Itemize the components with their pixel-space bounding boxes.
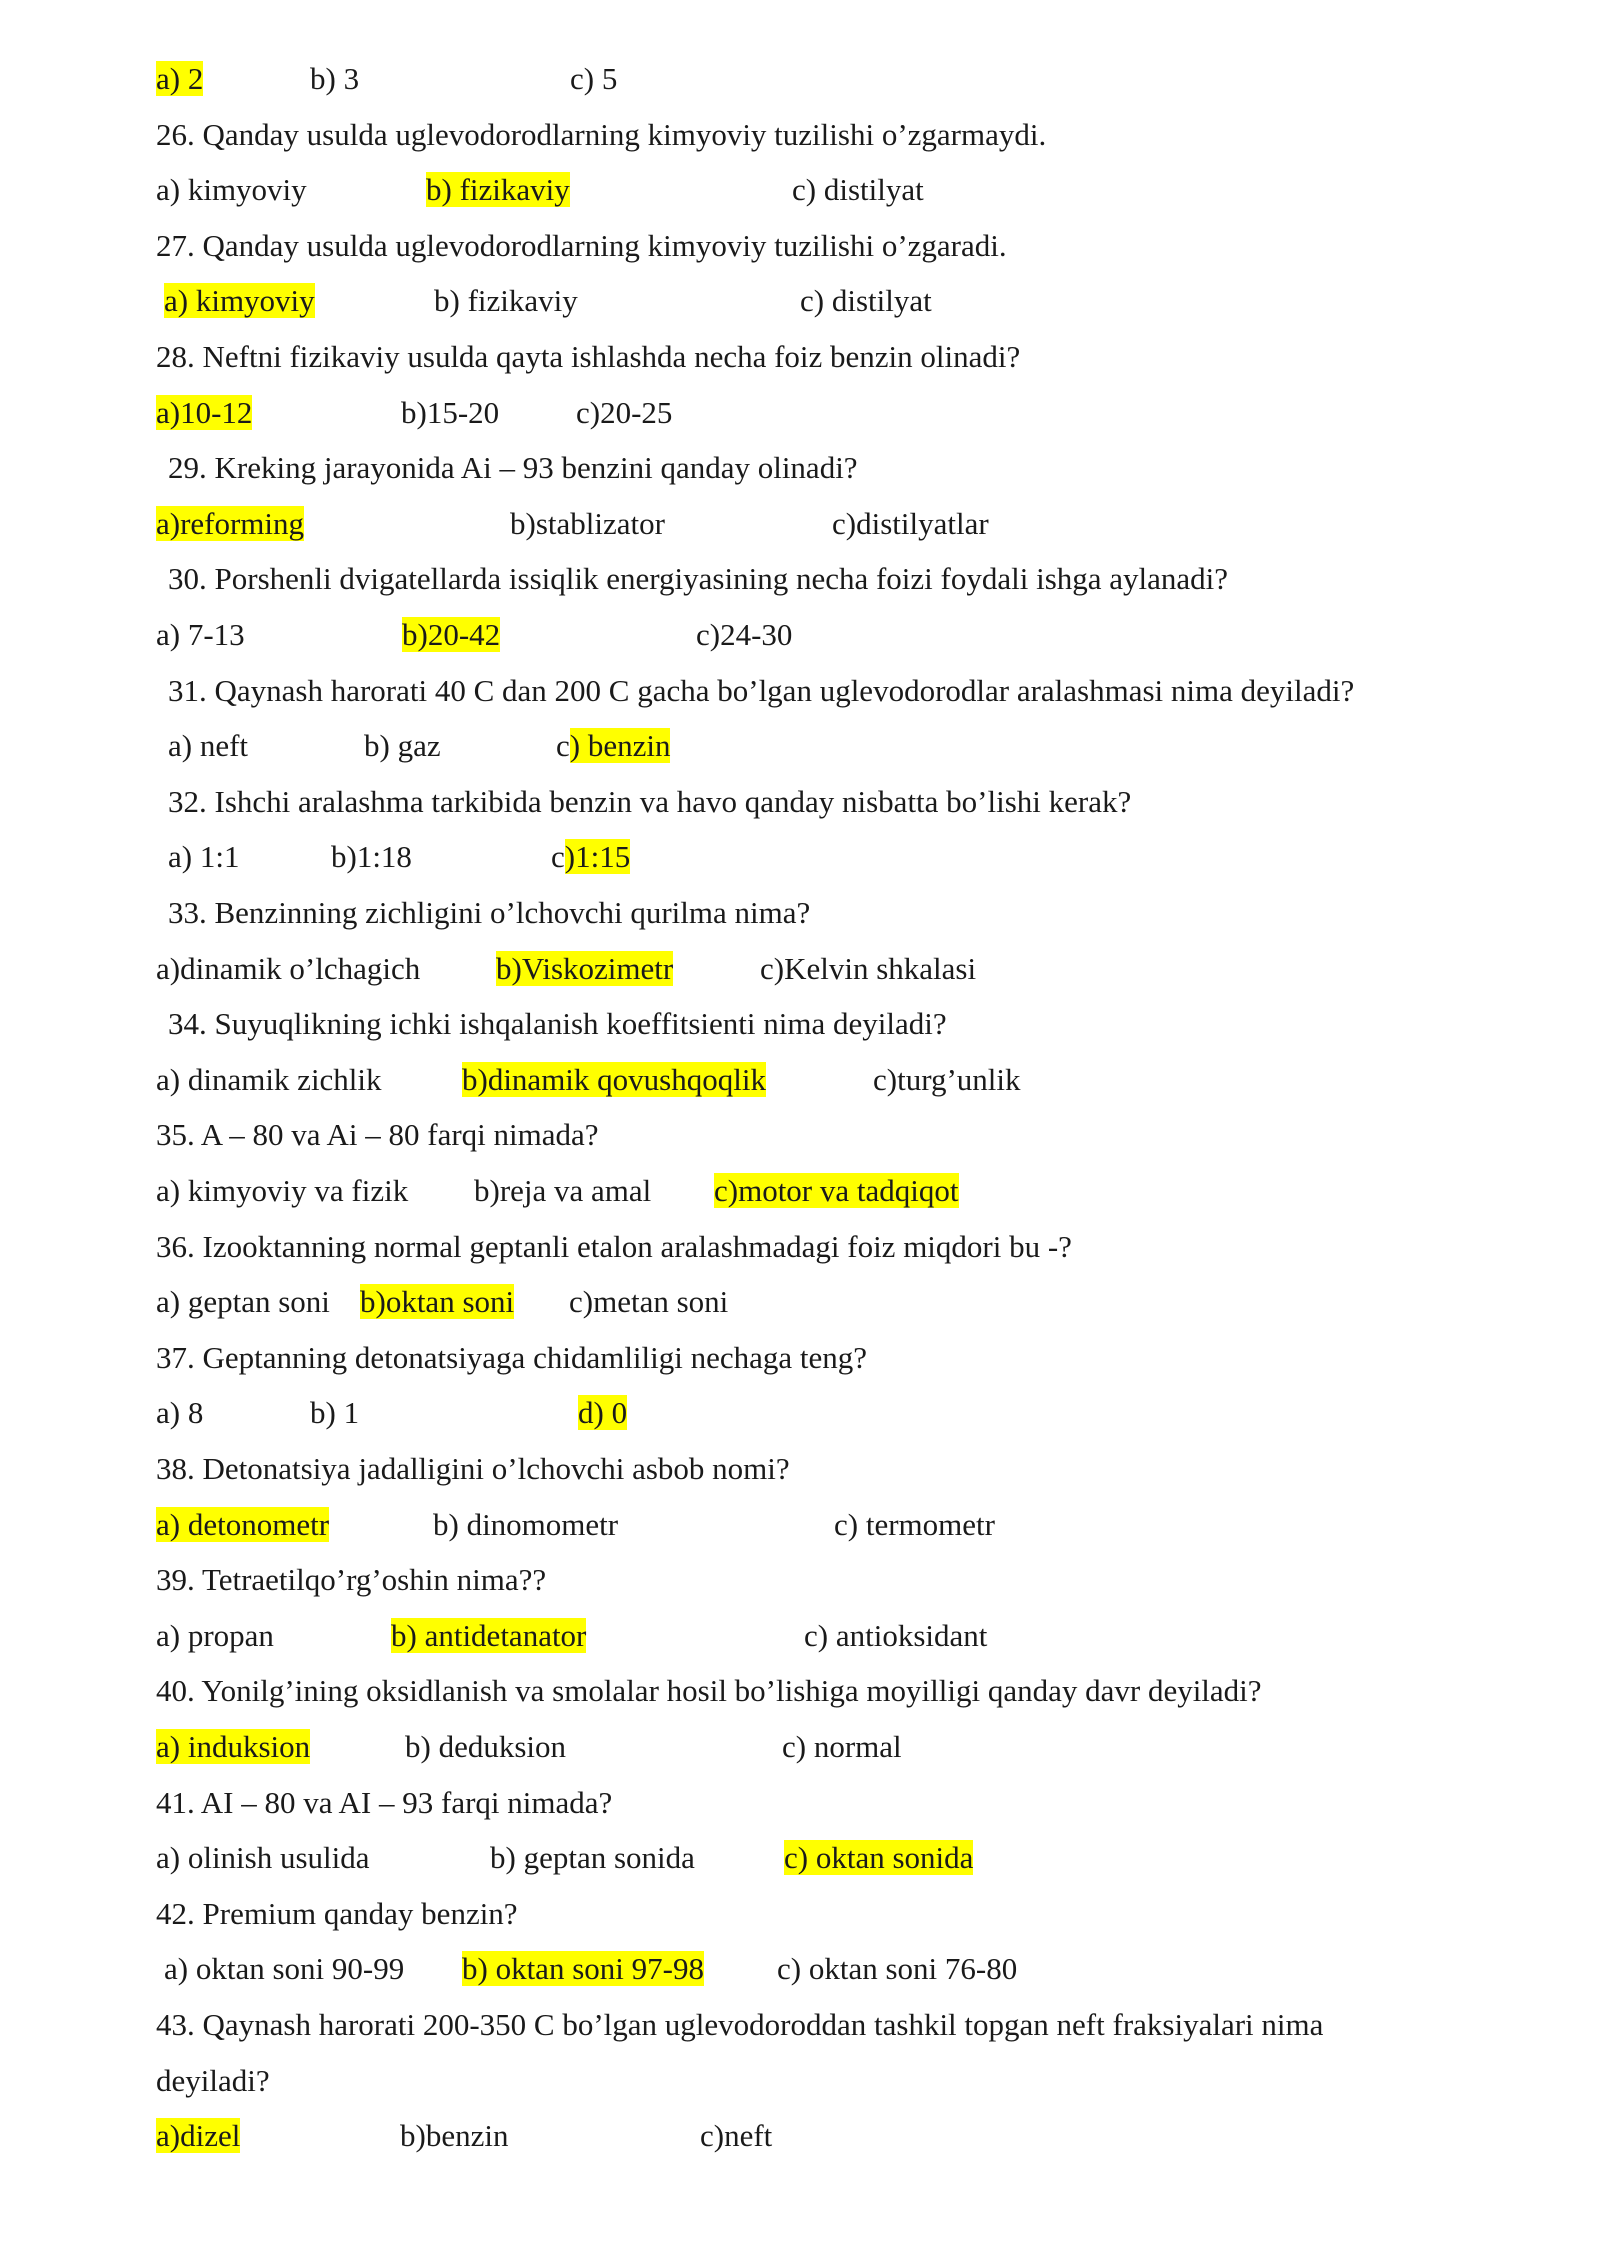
question-text: 34. Suyuqlikning ichki ishqalanish koeffitsienti nima deyiladi?	[168, 1006, 947, 1042]
answer-option	[873, 1058, 1021, 1102]
option-text: c) termometr	[834, 1506, 995, 1542]
answer-option-correct	[156, 1503, 329, 1547]
option-text: a) induksion	[156, 1729, 311, 1764]
answer-option-correct	[462, 1058, 766, 1102]
answer-option	[800, 279, 932, 323]
answer-option	[164, 1947, 404, 1991]
option-text: a) dinamik zichlik	[156, 1061, 382, 1097]
question-text: 28. Neftni fizikaviy usulda qayta ishlashda necha foiz benzin olinadi?	[156, 339, 1021, 374]
option-text: a) 7-13	[156, 617, 245, 652]
question-text: 39. Tetraetilqo’rg’oshin nima??	[156, 1562, 547, 1598]
answer-option	[168, 724, 248, 768]
answer-option-correct	[462, 1947, 704, 1991]
option-text: b)15-20	[401, 394, 500, 430]
answer-option-correct	[556, 724, 670, 768]
answer-option	[434, 279, 578, 323]
option-text: a) detonometr	[156, 1506, 330, 1542]
question-text: 38. Detonatsiya jadalligini o’lchovchi asbob nomi?	[156, 1451, 790, 1486]
question-text: 33. Benzinning zichligini o’lchovchi qurilma nima?	[168, 895, 811, 930]
option-text: a) 1:1	[168, 839, 240, 875]
option-text: c)20-25	[576, 394, 673, 430]
answer-option	[760, 947, 976, 991]
option-text: b)benzin	[400, 2118, 509, 2154]
option-text: c)distilyatlar	[832, 505, 989, 541]
option-text: a) kimyoviy	[156, 172, 307, 208]
option-text: a) kimyoviy va fizik	[156, 1173, 409, 1208]
option-text: b) geptan sonida	[490, 1840, 695, 1876]
answer-option	[510, 502, 665, 546]
answer-option-correct	[164, 279, 315, 323]
option-text: a) neft	[168, 728, 249, 764]
option-text: a) propan	[156, 1617, 274, 1653]
answer-option	[156, 168, 307, 212]
answer-option-correct	[496, 947, 673, 991]
answer-option	[156, 947, 420, 991]
option-text: c)24-30	[696, 617, 793, 652]
option-text: c) oktan soni 76-80	[777, 1951, 1018, 1987]
answer-option	[156, 1614, 274, 1658]
question-text: 43. Qaynash harorati 200-350 C bo’lgan uglevodoroddan tashkil topgan neft fraksiyalari nima	[156, 2007, 1324, 2042]
answer-option-correct	[156, 391, 252, 435]
option-text: b) antidetanator	[391, 1617, 587, 1653]
option-text: b) fizikaviy	[434, 283, 578, 319]
option-text: c) 5	[570, 61, 618, 96]
option-text: c) antioksidant	[804, 1617, 988, 1653]
question-text: deyiladi?	[156, 2062, 270, 2098]
answer-option	[168, 835, 239, 879]
answer-option-correct	[360, 1280, 514, 1324]
option-text: c)neft	[700, 2118, 773, 2154]
answer-option	[696, 613, 792, 657]
option-text: a)dizel	[156, 2118, 241, 2154]
option-text: b) dinomometr	[433, 1506, 619, 1542]
answer-option-correct	[426, 168, 570, 212]
answer-option	[156, 1280, 330, 1324]
option-text: b)dinamik qovushqoqlik	[462, 1061, 766, 1097]
answer-option	[570, 57, 617, 101]
answer-option	[364, 724, 441, 768]
option-text: )1:15	[564, 839, 631, 875]
option-text: c)motor va tadqiqot	[714, 1173, 959, 1208]
answer-option	[777, 1947, 1017, 1991]
answer-option	[433, 1503, 618, 1547]
question-text: 36. Izooktanning normal geptanli etalon aralashmadagi foiz miqdori bu -?	[156, 1228, 1072, 1264]
option-text: d) 0	[578, 1395, 628, 1431]
answer-option-correct	[551, 835, 630, 879]
answer-option	[792, 168, 924, 212]
option-text: c)metan soni	[569, 1284, 729, 1320]
answer-option	[804, 1614, 987, 1658]
option-text: ) benzin	[569, 728, 671, 764]
answer-option	[700, 2114, 772, 2158]
answer-option	[156, 1391, 203, 1435]
answer-option	[569, 1280, 728, 1324]
option-text: a) oktan soni 90-99	[164, 1951, 405, 1987]
answer-option	[576, 391, 672, 435]
question-text: 26. Qanday usulda uglevodorodlarning kimyoviy tuzilishi o’zgarmaydi.	[156, 116, 1047, 152]
option-text: b)Viskozimetr	[496, 950, 674, 986]
option-text: c)Kelvin shkalasi	[760, 950, 977, 986]
answer-option	[782, 1725, 902, 1769]
question-text: 30. Porshenli dvigatellarda issiqlik energiyasining necha foizi foydali ishga aylanadi?	[168, 561, 1229, 597]
answer-option	[401, 391, 499, 435]
option-text: a) 8	[156, 1395, 204, 1431]
question-text: 27. Qanday usulda uglevodorodlarning kimyoviy tuzilishi o’zgaradi.	[156, 227, 1007, 263]
option-text: b)20-42	[402, 617, 501, 652]
option-text: a)10-12	[156, 394, 253, 430]
answer-option	[405, 1725, 566, 1769]
answer-option-correct	[156, 502, 304, 546]
question-text: 32. Ishchi aralashma tarkibida benzin va havo qanday nisbatta bo’lishi kerak?	[168, 783, 1132, 819]
option-text: c) distilyat	[800, 283, 932, 319]
answer-option	[834, 1503, 995, 1547]
question-text: 40. Yonilg’ining oksidlanish va smolalar hosil bo’lishiga moyilligi qanday davr deyiladi?	[156, 1673, 1262, 1709]
answer-option	[331, 835, 412, 879]
option-text: c) distilyat	[792, 172, 924, 208]
option-prefix: c	[551, 839, 565, 875]
option-text: b)oktan soni	[360, 1284, 515, 1320]
answer-option	[490, 1836, 695, 1880]
option-text: a)dinamik o’lchagich	[156, 950, 421, 986]
question-text: 41. AI – 80 va AI – 93 farqi nimada?	[156, 1784, 613, 1820]
option-text: b)1:18	[331, 839, 412, 875]
answer-option	[310, 1391, 359, 1435]
option-text: b) deduksion	[405, 1729, 567, 1764]
question-text: 29. Kreking jarayonida Ai – 93 benzini qanday olinadi?	[168, 450, 858, 486]
answer-option-correct	[784, 1836, 973, 1880]
answer-option	[832, 502, 989, 546]
answer-option-correct	[402, 613, 500, 657]
answer-option	[400, 2114, 508, 2158]
answer-option-correct	[391, 1614, 586, 1658]
option-text: b) fizikaviy	[426, 172, 570, 208]
answer-option-correct	[714, 1169, 959, 1213]
option-text: b) gaz	[364, 728, 441, 764]
question-text: 35. A – 80 va Ai – 80 farqi nimada?	[156, 1117, 599, 1153]
answer-option	[156, 613, 245, 657]
question-text: 31. Qaynash harorati 40 C dan 200 C gacha bo’lgan uglevodorodlar aralashmasi nima deyiladi?	[168, 672, 1355, 708]
option-text: b) oktan soni 97-98	[462, 1951, 704, 1987]
option-text: b) 3	[310, 61, 360, 96]
option-text: a)reforming	[156, 505, 305, 541]
option-text: b) 1	[310, 1395, 360, 1431]
answer-option	[156, 1169, 408, 1213]
answer-option	[474, 1169, 651, 1213]
option-text: c)turg’unlik	[873, 1061, 1021, 1097]
answer-option	[156, 1058, 382, 1102]
question-text: 42. Premium qanday benzin?	[156, 1895, 518, 1931]
option-text: c) oktan sonida	[784, 1840, 974, 1876]
answer-option-correct	[578, 1391, 627, 1435]
option-text: a) olinish usulida	[156, 1840, 370, 1876]
answer-option-correct	[156, 57, 203, 101]
option-text: c) normal	[782, 1729, 902, 1764]
option-text: a) kimyoviy	[164, 283, 315, 319]
option-text: b)stablizator	[510, 505, 665, 541]
option-prefix: c	[556, 728, 570, 764]
option-text: b)reja va amal	[474, 1173, 652, 1208]
answer-option-correct	[156, 1725, 310, 1769]
answer-option	[156, 1836, 370, 1880]
option-text: a) 2	[156, 61, 204, 96]
answer-option-correct	[156, 2114, 240, 2158]
option-text: a) geptan soni	[156, 1284, 330, 1320]
answer-option	[310, 57, 359, 101]
question-text: 37. Geptanning detonatsiyaga chidamliligi nechaga teng?	[156, 1339, 868, 1375]
